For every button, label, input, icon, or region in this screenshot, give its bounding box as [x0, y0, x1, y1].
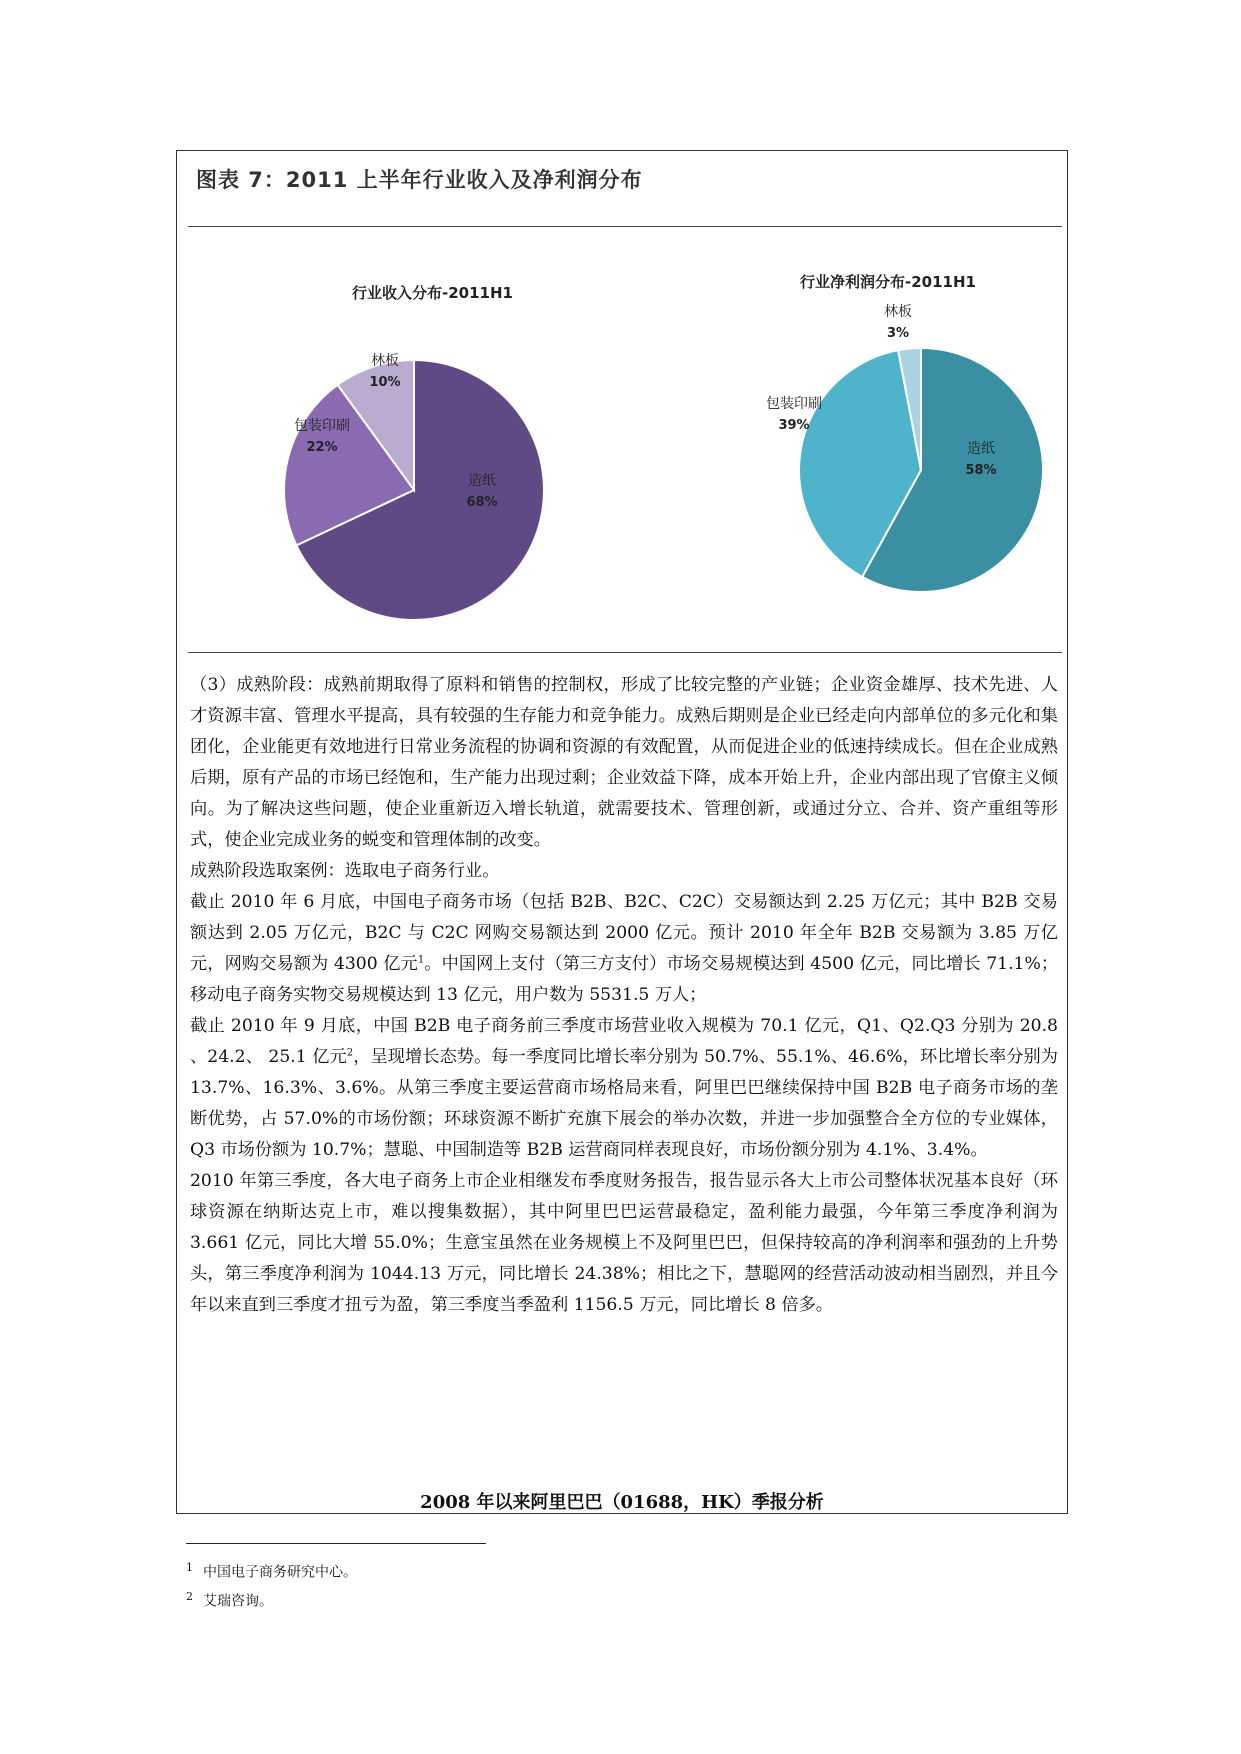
pie-label-packaging-printing: 包装印刷: [294, 418, 350, 434]
profit-pie-title: 行业净利润分布-2011H1: [800, 273, 976, 291]
pie-value-packaging-printing: 39%: [778, 418, 810, 433]
revenue-pie-title: 行业收入分布-2011H1: [352, 284, 513, 302]
footnote-ref-2: 2: [346, 1047, 354, 1059]
paragraph-q3-2010: 2010 年第三季度，各大电子商务上市企业相继发布季度财务报告，报告显示各大上市公司整体状况基本良好（环球资源在纳斯达克上市，难以搜集数据），其中阿里巴巴运营最稳定，盈利能力最强，今年第三季度净利润为 3.661 亿元，同比大增 55.0%；生意宝虽然在业务规模上不及阿里巴巴，但保持较高的净利润率和强劲的上升势头，第三季度净利润为 1044.13 万元，同比增长 24.38%；相比之下，慧聪网的经营活动波动相当剧烈，并且今年以来直到三季度才扭亏为盈，第三季度当季盈利 1156.5 万元，同比增长 8 倍多。: [190, 1171, 1058, 1315]
pie-label-paper: 造纸: [468, 473, 496, 489]
profit-pie-chart: [766, 304, 1066, 628]
figure-title: 图表 7：2011 上半年行业收入及净利润分布: [196, 168, 643, 192]
paragraph-sept-2010: 截止 2010 年 9 月底，中国 B2B 电子商务前三季度市场营业收入规模为 70.1 亿元，Q1、Q2.Q3 分别为 20.8 、24.2、 25.1 亿元$^2$，呈现增长态势。每一季度同比增长率分别为 50.7%、55.1%、46.6%，环比增长率分别为 13.7%、16.3%、3.6%。从第三季度主要运营商市场格局来看，阿里巴巴继续保持中国 B2B 电子商务市场的垄断优势，占 57.0%的市场份额；环球资源不断扩充旗下展会的举办次数，并进一步加强整合全方位的专业媒体，Q3 市场份额为 10.7%；慧聪、中国制造等 B2B 运营商同样表现良好，市场份额分别为 4.1%、3.4%。: [190, 1016, 1058, 1160]
chart-bottom-rule: [188, 652, 1062, 653]
pie-label-paper: 造纸: [967, 441, 995, 457]
pie-value-paper: 58%: [965, 463, 997, 478]
footnote-rule: [186, 1543, 486, 1544]
pie-label-forest-board: 林板: [371, 353, 399, 369]
revenue-pie-chart: [272, 345, 572, 645]
footnotes: [186, 1556, 357, 1613]
pie-value-paper: 68%: [466, 495, 498, 510]
footnote-1: $^1$ 中国电子商务研究中心。: [186, 1561, 357, 1581]
pie-value-packaging-printing: 22%: [306, 440, 338, 455]
pie-label-packaging-printing: 包装印刷: [766, 396, 822, 412]
paragraph-maturity-stage: （3）成熟阶段：成熟前期取得了原料和销售的控制权，形成了比较完整的产业链；企业资金雄厚、技术先进、人才资源丰富、管理水平提高，具有较强的生存能力和竞争能力。成熟后期则是企业已经走向内部单位的多元化和集团化，企业能更有效地进行日常业务流程的协调和资源的有效配置，从而促进企业的低速持续成长。但在企业成熟后期，原有产品的市场已经饱和，生产能力出现过剩；企业效益下降，成本开始上升，企业内部出现了官僚主义倾向。为了解决这些问题，使企业重新迈入增长轨道，就需要技术、管理创新，或通过分立、合并、资产重组等形式，使企业完成业务的蜕变和管理体制的改变。: [190, 675, 1058, 850]
section-heading: 2008 年以来阿里巴巴（01688，HK）季报分析: [420, 1492, 824, 1513]
figure-title-rule: [188, 226, 1062, 227]
footnote-ref-1: 1: [417, 954, 425, 966]
paragraph-case-selection: 成熟阶段选取案例：选取电子商务行业。: [190, 861, 500, 881]
paragraph-june-2010: 截止 2010 年 6 月底，中国电子商务市场（包括 B2B、B2C、C2C）交易额达到 2.25 万亿元；其中 B2B 交易额达到 2.05 万亿元，B2C 与 C2C 网购交易额达到 2000 亿元。预计 2010 年全年 B2B 交易额为 3.85 万亿元，网购交易额为 4300 亿元$^1$。中国网上支付（第三方支付）市场交易规模达到 4500 亿元，同比增长 71.1%；移动电子商务实物交易规模达到 13 亿元，用户数为 5531.5 万人；: [190, 892, 1059, 1005]
pie-value-forest-board: 10%: [369, 375, 401, 390]
body-text: [190, 670, 1058, 1321]
pie-label-forest-board: 林板: [884, 304, 912, 320]
pie-value-forest-board: 3%: [886, 326, 910, 341]
footnote-2: $^2$ 艾瑞咨询。: [186, 1589, 273, 1610]
